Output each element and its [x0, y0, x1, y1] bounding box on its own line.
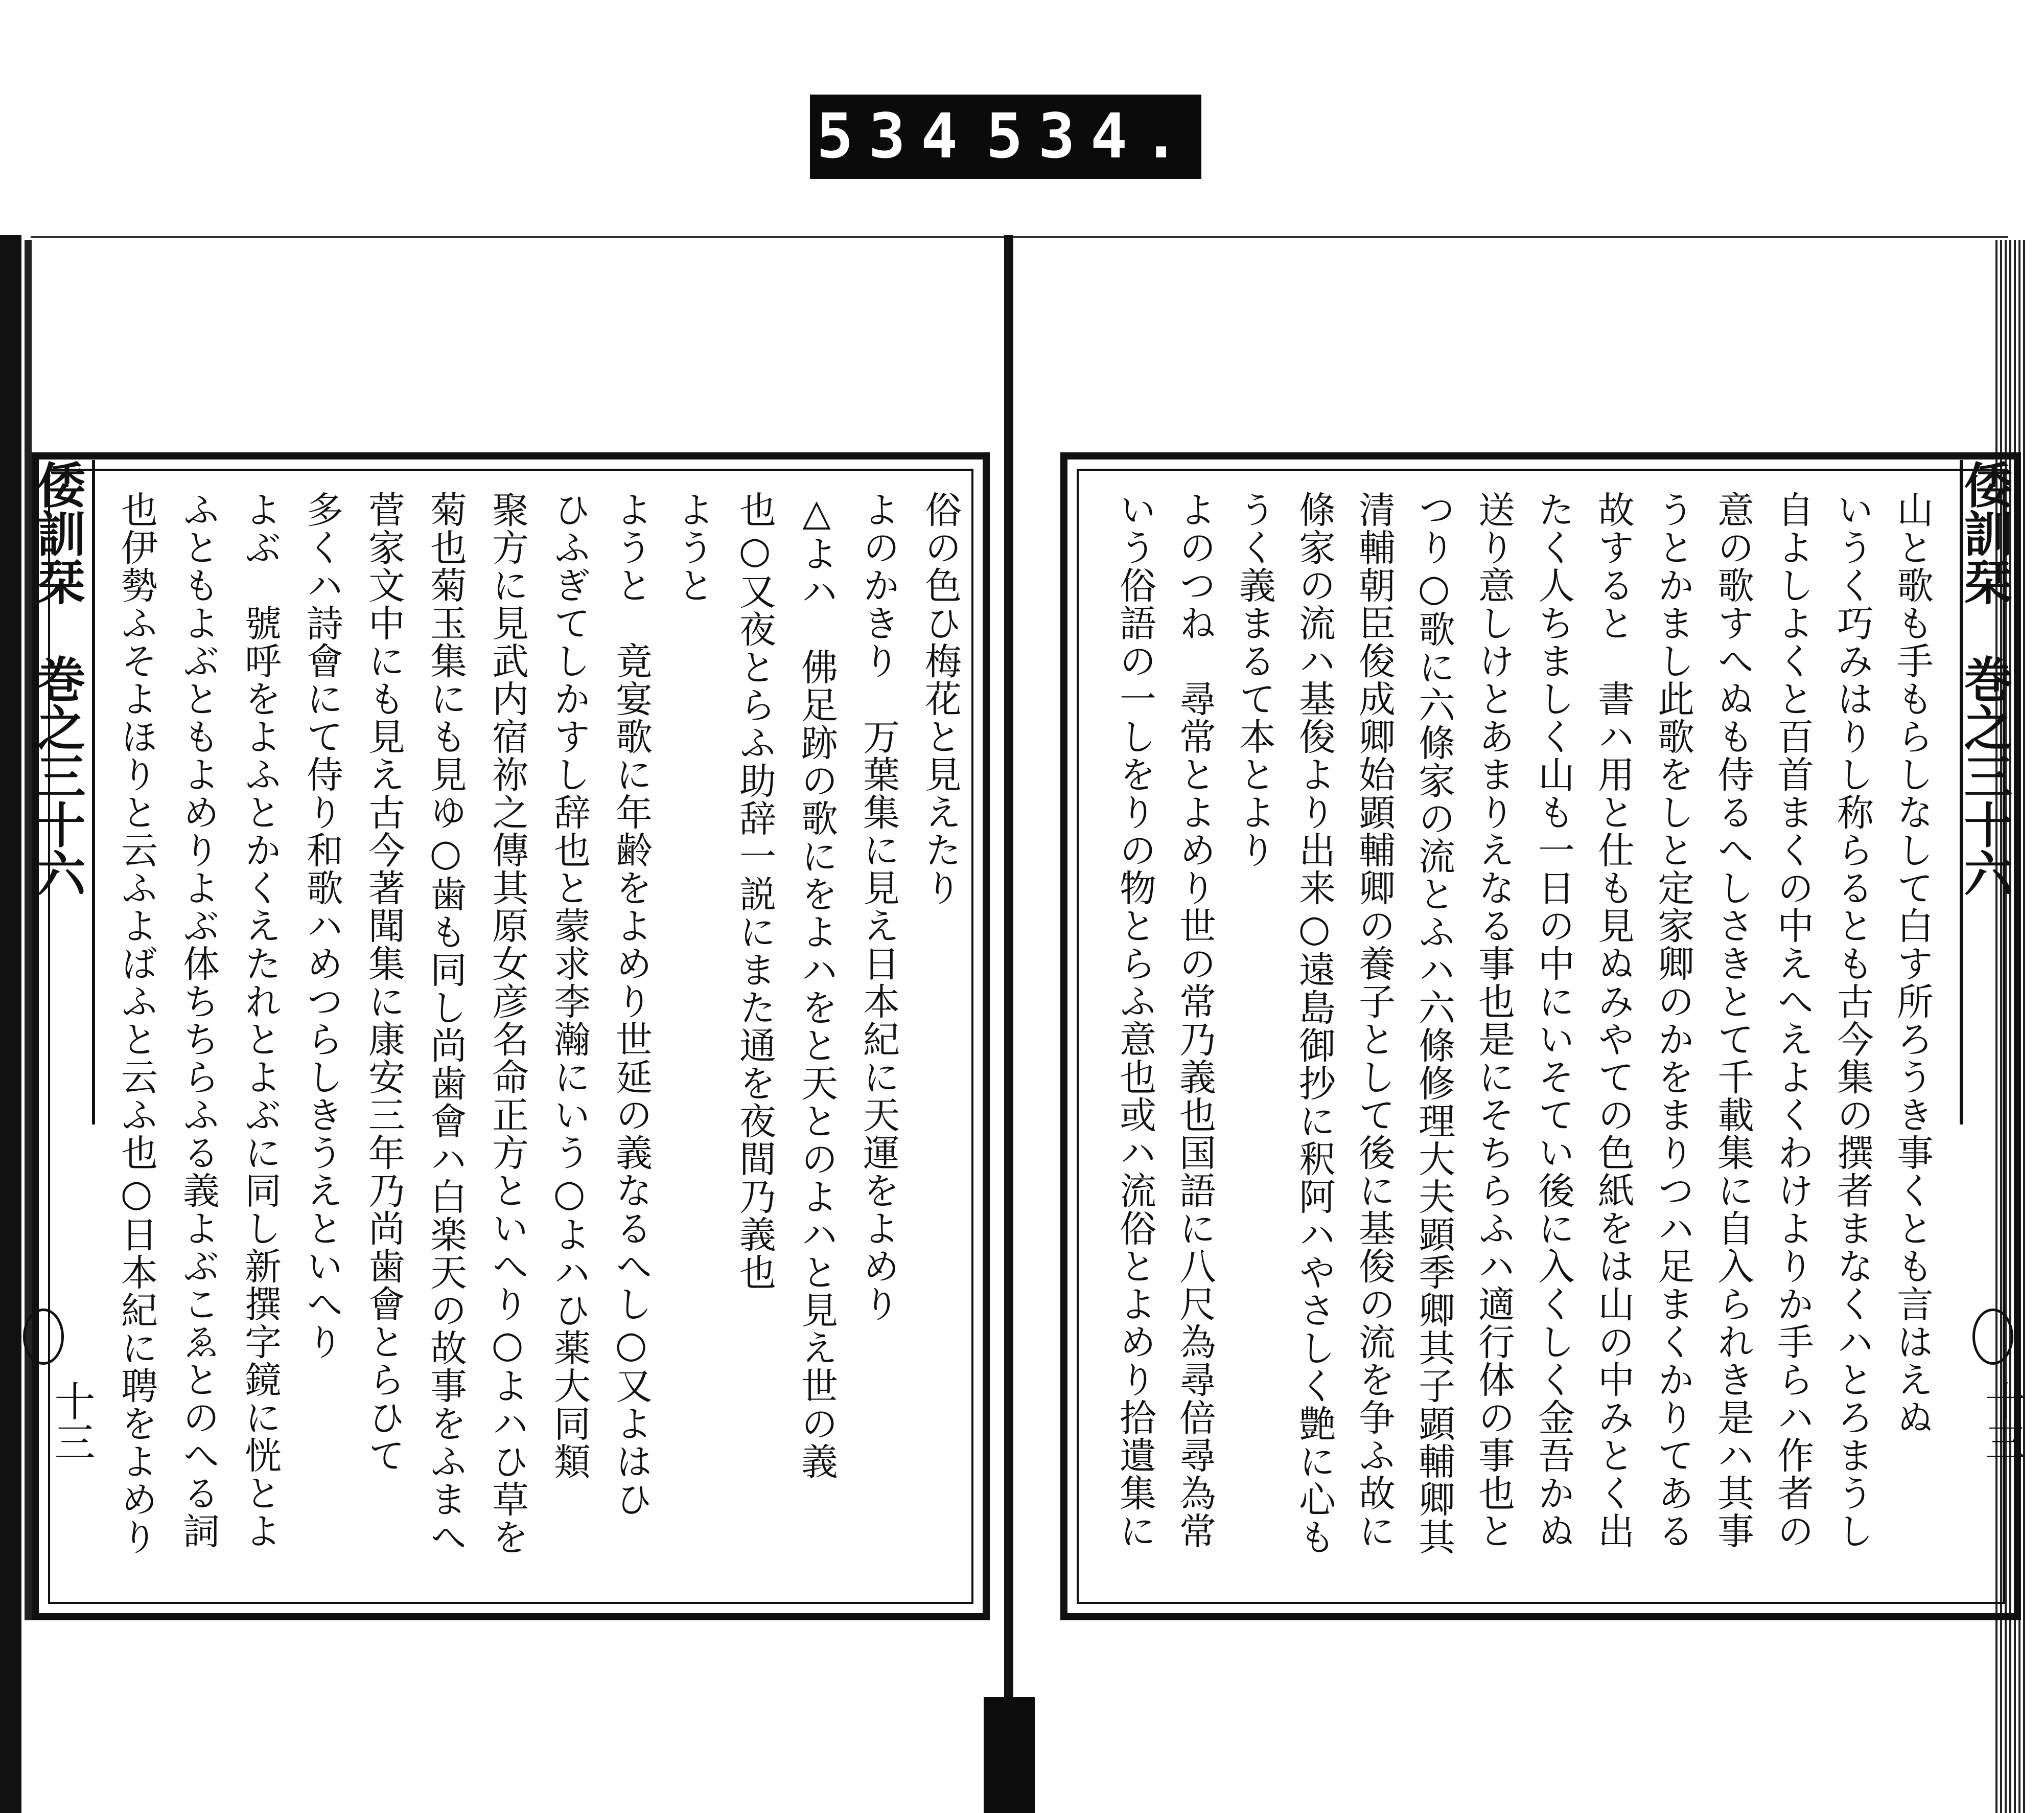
text-column: 聚方に見武内宿祢之傳其原女彦名命正方といへり○よハひ草を: [486, 491, 529, 1556]
text-column: 山と歌も手もらしなして白す所ろうき事くとも言はえぬ: [1891, 491, 1934, 1436]
text-column: よのかきり 万葉集に見え日本紀に天運をよめり: [857, 491, 900, 1323]
left-side-tab: 倭訓栞 巻之三十六: [36, 460, 95, 1124]
right-text-columns: [1099, 491, 1942, 1579]
text-column: 意の歌すへぬも侍るへしさきとて千載集に自入られき是ハ其事: [1711, 491, 1754, 1550]
text-column: ようと 竟宴歌に年齢をよめり世延の義なるへし○又よはひ: [610, 491, 653, 1518]
text-column: ひふぎてしかすし辞也と蒙求李瀚にいう○よハひ薬大同類: [548, 491, 591, 1480]
text-column: いうく巧みはりし称らるとも古今集の撰者まなくハとろまうし: [1831, 491, 1874, 1550]
right-folio-number: 十三: [1978, 1380, 2026, 1462]
text-column: 多くハ詩會にて侍り和歌ハめつらしきうえといへり: [300, 491, 343, 1361]
text-column: よのつね 尋常とよめり世の常乃義也国語に八尺為尋倍尋為常: [1173, 491, 1216, 1550]
scan-edge-left: [0, 235, 21, 1813]
text-column: うとかまし此歌をしと定家卿のかをまりつハ足まくかりてある: [1652, 491, 1694, 1550]
text-column: 也○又夜とらふ助辞一説にまた通を夜間乃義也: [733, 491, 776, 1291]
text-column: 菅家文中にも見え古今著聞集に康安三年乃尚歯會とらひて: [362, 491, 405, 1474]
left-folio-number: 十三: [48, 1380, 95, 1462]
film-label-left: 534: [816, 101, 973, 172]
text-column: 也伊勢ふそよほりと云ふよばふと云ふ也○日本紀に聘をよめり: [115, 491, 158, 1556]
text-column: うく義まるて本とより: [1233, 491, 1276, 869]
right-margin-circle: [1972, 1309, 2013, 1365]
text-column: 條家の流ハ基俊より出来○遠島御抄に釈阿ハやさしく艶に心も: [1293, 491, 1336, 1556]
text-column: 菊也菊玉集にも見ゆ○歯も同し尚歯會ハ白楽天の故事をふまへ: [424, 491, 467, 1556]
gutter-shadow: [984, 1697, 1035, 1813]
text-column: ふともよぶともよめりよぶ体ちちらふる義よぶこゑとのへる詞: [177, 491, 220, 1550]
text-column: △よハ 佛足跡の歌にをよハをと天とのよハと見え世の義: [795, 491, 838, 1480]
text-column: 俗の色ひ梅花と見えたり: [919, 491, 962, 907]
left-text-columns: [102, 491, 971, 1579]
film-label-right: 534.: [986, 101, 1195, 172]
text-column: いう俗語の一しをりの物とらふ意也或ハ流俗とよめり拾遺集に: [1113, 491, 1156, 1550]
right-side-tab: 倭訓栞 巻之三十六: [1960, 460, 2019, 1124]
text-column: ようと: [671, 491, 714, 604]
text-column: 清輔朝臣俊成卿始顕輔卿の養子として後に基俊の流を争ふ故に: [1353, 491, 1396, 1550]
book-gutter: [1004, 235, 1013, 1813]
text-column: 自よしよくと百首まくの中えへえよくわけよりか手らハ作者の: [1771, 491, 1814, 1550]
film-label: [810, 95, 1201, 179]
text-column: 送り意しけとあまりえなる事也是にそちらふハ適行体の事也と: [1472, 491, 1515, 1550]
text-column: 故すると 書ハ用と仕も見ぬみやての色紙をは山の中みとく出: [1592, 491, 1635, 1550]
text-column: よぶ 號呼をよふとかくえたれとよぶに同し新撰字鏡に恍とよ: [239, 491, 282, 1550]
left-margin-circle: [23, 1309, 64, 1365]
text-column: つり○歌に六條家の流とふハ六條修理大夫顕季卿其子顕輔卿其: [1412, 491, 1455, 1556]
text-column: たく人ちましく山も一日の中にいそてい後に入くしく金吾かぬ: [1532, 491, 1575, 1550]
scan-edge-left-inner: [25, 240, 32, 1620]
book-top-edge: [31, 236, 2008, 238]
